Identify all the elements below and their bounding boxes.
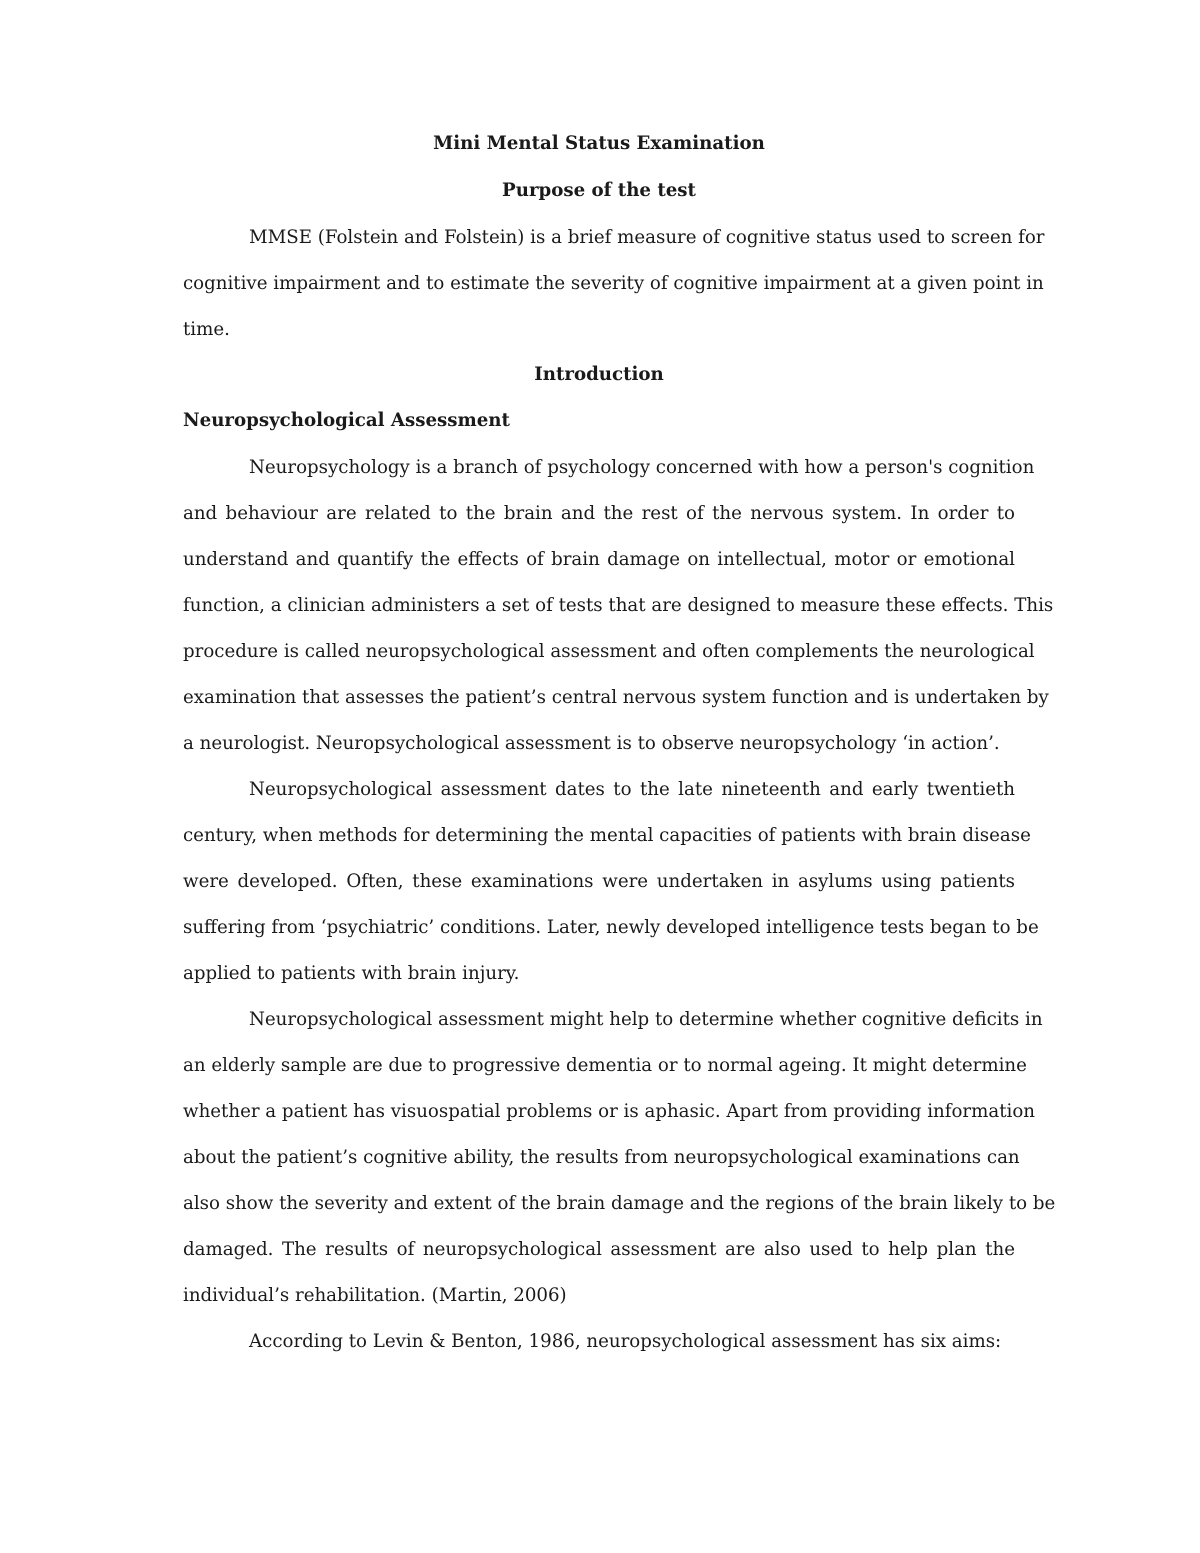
introduction-heading: Introduction [534, 364, 664, 385]
paragraph-line: According to Levin & Benton, 1986, neuropsychological assessment has six aims: [249, 1331, 1002, 1352]
paragraph-line: Neuropsychological assessment might help to determine whether cognitive deficits in [249, 1009, 1043, 1030]
paragraph-line: an elderly sample are due to progressive dementia or to normal ageing. It might determine [183, 1055, 1027, 1076]
document-title: Mini Mental Status Examination [433, 133, 765, 154]
purpose-line: time. [183, 319, 230, 340]
paragraph-line: whether a patient has visuospatial problems or is aphasic. Apart from providing information [183, 1101, 1035, 1122]
paragraph-line: a neurologist. Neuropsychological assessment is to observe neuropsychology ‘in action’. [183, 733, 1000, 754]
paragraph-line: suffering from ‘psychiatric’ conditions. Later, newly developed intelligence tests began to be [183, 917, 1039, 938]
paragraph-line: also show the severity and extent of the brain damage and the regions of the brain likely to be [183, 1193, 1056, 1214]
paragraph-line: century, when methods for determining the mental capacities of patients with brain disease [183, 825, 1031, 846]
section-subheading: Neuropsychological Assessment [183, 410, 510, 431]
paragraph-line: about the patient’s cognitive ability, the results from neuropsychological examinations can [183, 1147, 1020, 1168]
paragraph-line: function, a clinician administers a set of tests that are designed to measure these effects. This [183, 595, 1054, 616]
purpose-line: cognitive impairment and to estimate the severity of cognitive impairment at a given point in [183, 273, 1044, 294]
paragraph-line: damaged. The results of neuropsychological assessment are also used to help plan the [183, 1239, 1015, 1260]
paragraph-line: applied to patients with brain injury. [183, 963, 520, 984]
paragraph-line: were developed. Often, these examinations were undertaken in asylums using patients [183, 871, 1015, 892]
paragraph-line: understand and quantify the effects of brain damage on intellectual, motor or emotional [183, 549, 1015, 570]
paragraph-line: Neuropsychological assessment dates to the late nineteenth and early twentieth [249, 779, 1015, 800]
paragraph-line: individual’s rehabilitation. (Martin, 2006) [183, 1285, 567, 1306]
paragraph-line: and behaviour are related to the brain and the rest of the nervous system. In order to [183, 503, 1015, 524]
paragraph-line: examination that assesses the patient’s central nervous system function and is undertaken by [183, 687, 1049, 708]
purpose-line: MMSE (Folstein and Folstein) is a brief measure of cognitive status used to screen for [249, 227, 1045, 248]
paragraph-line: procedure is called neuropsychological assessment and often complements the neurological [183, 641, 1035, 662]
purpose-heading: Purpose of the test [502, 180, 696, 201]
paragraph-line: Neuropsychology is a branch of psychology concerned with how a person's cognition [249, 457, 1035, 478]
